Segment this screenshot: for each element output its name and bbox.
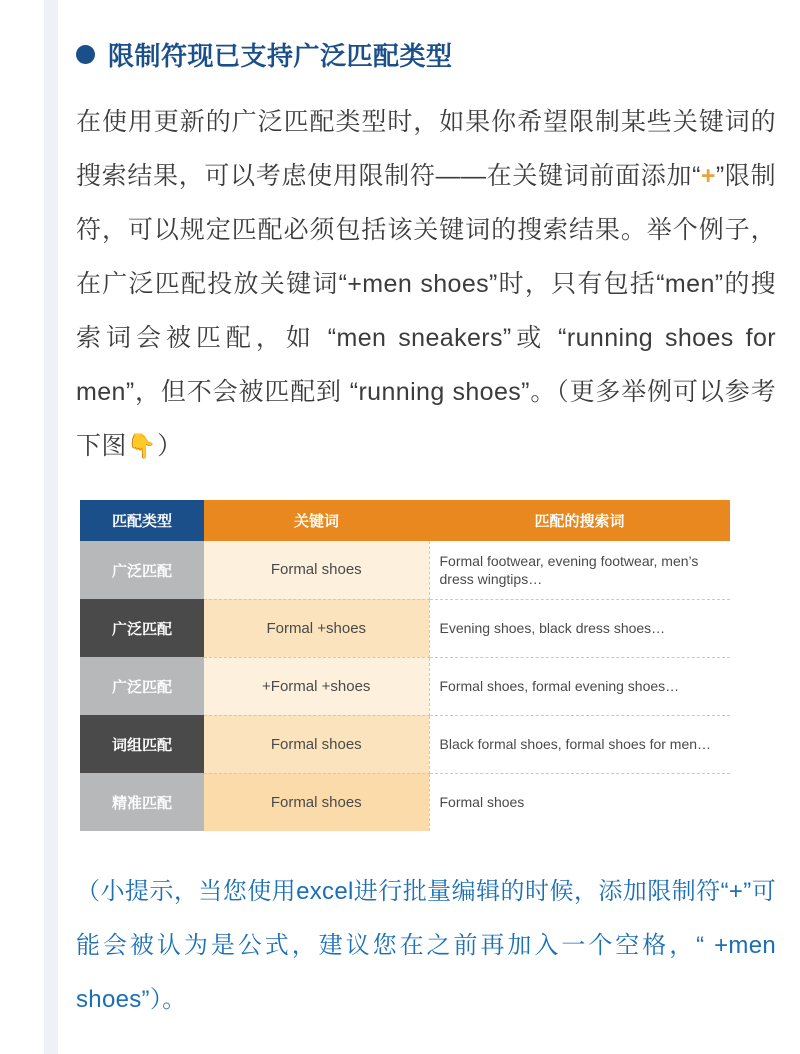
match-type-table xyxy=(80,500,730,831)
cell-search-terms: Evening shoes, black dress shoes… xyxy=(429,599,730,657)
section-heading xyxy=(76,36,784,73)
paragraph-text-part1: 在使用更新的广泛匹配类型时，如果你希望限制某些关键词的搜索结果，可以考虑使用限制符——在关键词前面添加“ xyxy=(76,108,776,190)
down-pointing-hand-icon: 👇 xyxy=(126,433,158,460)
cell-match-type: 广泛匹配 xyxy=(80,657,204,715)
cell-keyword: Formal shoes xyxy=(204,715,429,773)
cell-keyword: Formal shoes xyxy=(204,541,429,599)
cell-match-type: 词组匹配 xyxy=(80,715,204,773)
cell-keyword: +Formal +shoes xyxy=(204,657,429,715)
section-heading-text: 限制符现已支持广泛匹配类型 xyxy=(108,41,453,71)
plus-operator-highlight: + xyxy=(700,162,716,190)
column-header-keyword: 关键词 xyxy=(204,500,429,541)
match-type-table-wrapper xyxy=(80,500,730,831)
cell-search-terms: Formal footwear, evening footwear, men’s dress wingtips… xyxy=(429,541,730,599)
tip-paragraph: （小提示，当您使用excel进行批量编辑的时候，添加限制符“+”可能会被认为是公式，建议您在之前再加入一个空格，“ +men shoes”）。 xyxy=(76,878,776,1013)
cell-search-terms: Black formal shoes, formal shoes for men… xyxy=(429,715,730,773)
paragraph-text-part2: ”限制符，可以规定匹配必须包括该关键词的搜索结果。举个例子，在广泛匹配投放关键词“+men shoes”时，只有包括“men”的搜索词会被匹配，如 “men sneakers”或 “running shoes for men”，但不会被匹配到 “running shoes”。（更多举例可以参考下图 xyxy=(76,162,777,460)
table-row xyxy=(80,773,730,831)
cell-search-terms: Formal shoes, formal evening shoes… xyxy=(429,657,730,715)
body-paragraph xyxy=(76,95,776,474)
paragraph-text-part3: ） xyxy=(157,432,183,460)
left-margin xyxy=(0,0,44,1054)
table-row xyxy=(80,715,730,773)
column-header-match-type: 匹配类型 xyxy=(80,500,204,541)
table-row xyxy=(80,599,730,657)
cell-match-type: 广泛匹配 xyxy=(80,541,204,599)
table-row xyxy=(80,541,730,599)
bullet-icon xyxy=(76,45,95,64)
column-header-search-terms: 匹配的搜索词 xyxy=(429,500,730,541)
cell-keyword: Formal +shoes xyxy=(204,599,429,657)
left-accent-strip xyxy=(44,0,58,1054)
table-header-row xyxy=(80,500,730,541)
cell-match-type: 广泛匹配 xyxy=(80,599,204,657)
cell-search-terms: Formal shoes xyxy=(429,773,730,831)
article-content xyxy=(58,0,800,1054)
table-row xyxy=(80,657,730,715)
cell-keyword: Formal shoes xyxy=(204,773,429,831)
cell-match-type: 精准匹配 xyxy=(80,773,204,831)
